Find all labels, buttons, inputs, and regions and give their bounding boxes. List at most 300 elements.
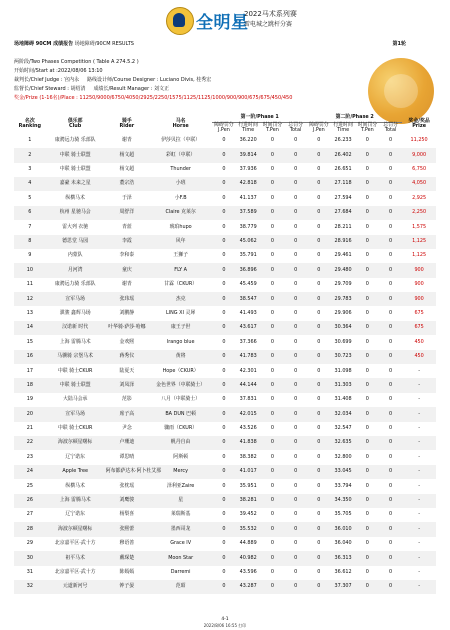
p1-tpen-cell: 0	[270, 209, 274, 216]
club-cell: 宣军马场	[65, 295, 85, 302]
p2-tpen-cell: 0	[365, 252, 369, 259]
table-row	[14, 436, 436, 450]
p2-time-cell: 29.461	[334, 252, 352, 259]
p1-time-cell: 37.366	[239, 338, 257, 345]
horse-cell: 康王子世	[170, 324, 191, 331]
p2-time-cell: 26.402	[334, 151, 352, 158]
club-cell: 马骥骑 宗堡马术	[57, 353, 94, 360]
prize-cell: 6,750	[412, 166, 427, 173]
table-row	[14, 206, 436, 220]
table-row	[14, 134, 436, 148]
p2-total-cell: 0	[389, 209, 393, 216]
prize-cell: -	[418, 497, 420, 504]
p2-jpen-cell: 0	[317, 381, 321, 388]
p2-jpen-cell: 0	[317, 238, 321, 245]
rider-cell: 尹念	[121, 425, 132, 432]
table-row	[14, 479, 436, 493]
p1-time-cell: 38.547	[239, 295, 257, 302]
p2-time-cell: 37.307	[334, 583, 352, 590]
club-cell: 雷大列 衣驰	[62, 223, 89, 230]
rider-cell: 李和泰	[119, 252, 135, 259]
phase-subheader: 总罚分 Total	[288, 122, 303, 134]
p2-tpen-cell: 0	[365, 353, 369, 360]
rank-cell: 15	[26, 338, 33, 345]
p2-total-cell: 0	[389, 194, 393, 201]
rank-cell: 31	[26, 569, 33, 575]
prize-cell: -	[418, 381, 420, 388]
p1-tpen-cell: 0	[270, 281, 274, 288]
rank-cell: 14	[26, 324, 33, 331]
p2-total-cell: 0	[389, 540, 393, 547]
table-row	[14, 393, 436, 407]
horse-cell: Hope（CKUR）	[162, 367, 199, 374]
rider-cell: 戴琛楚	[119, 554, 135, 561]
p2-time-cell: 33.794	[334, 482, 352, 489]
p1-time-cell: 35.951	[239, 482, 257, 489]
p1-jpen-cell: 0	[222, 482, 226, 489]
rider-cell: 谢青	[121, 281, 132, 288]
table-row	[14, 163, 436, 177]
p2-tpen-cell: 0	[365, 583, 369, 590]
p1-time-cell: 36.220	[239, 137, 257, 144]
p2-total-cell: 0	[389, 425, 393, 432]
p1-tpen-cell: 0	[270, 367, 274, 374]
p1-tpen-cell: 0	[270, 583, 274, 590]
results-title-en: 场地障碍/90CM RESULTS	[74, 41, 134, 47]
p1-jpen-cell: 0	[222, 353, 226, 360]
rank-cell: 23	[26, 453, 33, 460]
prize-cell: -	[418, 569, 420, 575]
p2-jpen-cell: 0	[317, 367, 321, 374]
horse-cell: 王狮子	[173, 252, 188, 259]
prize-cell: -	[418, 554, 420, 561]
rank-cell: 26	[26, 497, 33, 504]
phase-subheader: 行进时间 Time	[238, 122, 258, 134]
rider-cell: 蒋秀仪	[119, 353, 135, 360]
table-row	[14, 148, 436, 162]
page-header	[0, 0, 450, 42]
rider-cell: 杨文超	[119, 151, 135, 158]
club-cell: 中联 骑士联盟	[59, 151, 91, 158]
p2-total-cell: 0	[389, 453, 393, 460]
p1-total-cell: 0	[294, 554, 298, 561]
prize-cell: 1,575	[412, 223, 427, 230]
p1-jpen-cell: 0	[222, 511, 226, 518]
rank-cell: 13	[26, 309, 33, 316]
p1-tpen-cell: 0	[270, 324, 274, 331]
p1-jpen-cell: 0	[222, 468, 226, 475]
p2-time-cell: 32.635	[334, 439, 352, 446]
rider-cell: 阿布都萨达木·阿卜杜艾那	[105, 468, 162, 475]
p1-time-cell: 41.783	[239, 353, 257, 360]
p1-jpen-cell: 0	[222, 252, 226, 259]
p2-tpen-cell: 0	[365, 439, 369, 446]
p1-tpen-cell: 0	[270, 194, 274, 201]
p2-jpen-cell: 0	[317, 353, 321, 360]
rank-cell: 6	[28, 209, 32, 216]
table-row	[14, 321, 436, 335]
p2-tpen-cell: 0	[365, 381, 369, 388]
table-row	[14, 422, 436, 436]
p1-total-cell: 0	[294, 194, 298, 201]
p2-total-cell: 0	[389, 281, 393, 288]
table-row	[14, 551, 436, 565]
rider-cell: 叶华骑·萨莎·哈娜	[108, 324, 146, 331]
p2-time-cell: 26.651	[334, 166, 352, 173]
p2-time-cell: 30.699	[334, 338, 352, 345]
p2-jpen-cell: 0	[317, 569, 321, 575]
p1-total-cell: 0	[294, 439, 298, 446]
p2-tpen-cell: 0	[365, 194, 369, 201]
p1-total-cell: 0	[294, 525, 298, 532]
rank-cell: 2	[28, 151, 32, 158]
rank-cell: 10	[26, 266, 33, 273]
p2-jpen-cell: 0	[317, 281, 321, 288]
p1-time-cell: 41.493	[239, 309, 257, 316]
brand-name: 全明星	[196, 13, 249, 33]
p1-tpen-cell: 0	[270, 511, 274, 518]
p2-time-cell: 36.313	[334, 554, 352, 561]
rank-cell: 18	[26, 381, 33, 388]
p2-time-cell: 27.118	[334, 180, 352, 187]
table-row	[14, 350, 436, 364]
p1-total-cell: 0	[294, 137, 298, 144]
p2-jpen-cell: 0	[317, 468, 321, 475]
p1-time-cell: 38.382	[239, 453, 257, 460]
p1-time-cell: 45.459	[239, 281, 257, 288]
p2-total-cell: 0	[389, 569, 393, 575]
p2-total-cell: 0	[389, 554, 393, 561]
prize-cell: 900	[414, 266, 424, 273]
p2-tpen-cell: 0	[365, 525, 369, 532]
phase1-header: 第一阶/Phase 1	[212, 114, 307, 123]
club-cell: 辽宁诺东	[65, 511, 85, 518]
club-cell: 海波尔顿星曙标	[58, 525, 93, 532]
footer-page: 4-1	[221, 617, 229, 622]
p1-jpen-cell: 0	[222, 281, 226, 288]
horse-cell: 甘霖（CKUR）	[164, 281, 198, 288]
p1-jpen-cell: 0	[222, 554, 226, 561]
p1-tpen-cell: 0	[270, 223, 274, 230]
p1-jpen-cell: 0	[222, 309, 226, 316]
p2-total-cell: 0	[389, 252, 393, 259]
p1-total-cell: 0	[294, 151, 298, 158]
p2-time-cell: 26.233	[334, 137, 352, 144]
p1-jpen-cell: 0	[222, 396, 226, 403]
p2-total-cell: 0	[389, 238, 393, 245]
club-cell: 中联 骑士CKUR	[57, 425, 93, 432]
p2-total-cell: 0	[389, 439, 393, 446]
prize-cell: 1,125	[412, 252, 427, 259]
p2-total-cell: 0	[389, 353, 393, 360]
p2-tpen-cell: 0	[365, 497, 369, 504]
club-cell: 大陆马会承	[62, 396, 88, 403]
course-designer: 路线设计师/Course Designer : Luciano Divis, 桂秀宏	[87, 77, 212, 83]
prize-cell: -	[418, 439, 420, 446]
table-row	[14, 191, 436, 205]
phase-subheader: 障碍罚分 J.Pen	[214, 122, 234, 134]
table-row	[14, 407, 436, 421]
p1-tpen-cell: 0	[270, 554, 274, 561]
rider-cell: 童庆	[121, 266, 132, 273]
p1-time-cell: 43.287	[239, 583, 257, 590]
p2-time-cell: 30.364	[334, 324, 352, 331]
rider-cell: 卢珊迪	[119, 439, 135, 446]
p1-total-cell: 0	[294, 511, 298, 518]
p1-total-cell: 0	[294, 209, 298, 216]
p1-tpen-cell: 0	[270, 180, 274, 187]
p1-tpen-cell: 0	[270, 353, 274, 360]
round-label: 第1轮	[392, 41, 406, 47]
chief-steward: 监督长/Chief Steward : 胡绍清	[14, 86, 86, 92]
p2-tpen-cell: 0	[365, 309, 369, 316]
horse-cell: 小F.B	[174, 194, 187, 201]
table-row	[14, 378, 436, 392]
prize-cell: -	[418, 540, 420, 547]
p2-time-cell: 30.723	[334, 353, 352, 360]
rider-header: 骑手 Rider	[119, 117, 135, 129]
p2-jpen-cell: 0	[317, 525, 321, 532]
club-cell: 内蒙队	[67, 252, 83, 259]
p1-jpen-cell: 0	[222, 439, 226, 446]
p2-total-cell: 0	[389, 410, 393, 417]
horse-cell: 墨西哥龙	[170, 525, 191, 532]
p1-time-cell: 37.589	[239, 209, 257, 216]
horse-cell: LING XI 灵犀	[165, 309, 196, 316]
rank-cell: 8	[28, 238, 32, 245]
p1-tpen-cell: 0	[270, 137, 274, 144]
p1-tpen-cell: 0	[270, 482, 274, 489]
p2-total-cell: 0	[389, 511, 393, 518]
table-row	[14, 494, 436, 508]
rank-cell: 12	[26, 295, 33, 302]
prize-cell: -	[418, 453, 420, 460]
rank-cell: 16	[26, 353, 33, 360]
horse-cell: 莱瑞斯基	[170, 511, 191, 518]
rider-cell: 杨梨喜	[119, 511, 135, 518]
club-cell: 纵横马术	[65, 194, 85, 201]
p2-total-cell: 0	[389, 525, 393, 532]
club-cell: 骐骏 鑫辉马场	[59, 309, 91, 316]
horse-cell: 泽利亚Zaire	[166, 482, 195, 489]
p1-tpen-cell: 0	[270, 309, 274, 316]
p1-total-cell: 0	[294, 266, 298, 273]
p1-time-cell: 42.818	[239, 180, 257, 187]
p2-jpen-cell: 0	[317, 425, 321, 432]
p2-tpen-cell: 0	[365, 410, 369, 417]
rank-cell: 4	[28, 180, 32, 187]
p1-time-cell: 36.896	[239, 266, 257, 273]
p2-time-cell: 31.408	[334, 396, 352, 403]
p1-jpen-cell: 0	[222, 583, 226, 590]
rider-cell: 李霞	[121, 238, 132, 245]
p2-time-cell: 34.350	[334, 497, 352, 504]
horse-cell: Thunder	[170, 166, 191, 173]
rank-cell: 17	[26, 367, 33, 374]
horse-cell: 小班	[175, 180, 186, 187]
rank-header: 名次 Ranking	[18, 117, 42, 129]
table-row	[14, 263, 436, 277]
club-cell: 中联 骑士CKUR	[57, 367, 93, 374]
rider-cell: 钟子晏	[119, 583, 135, 590]
p1-total-cell: 0	[294, 569, 298, 575]
prize-cell: -	[418, 410, 420, 417]
p2-tpen-cell: 0	[365, 554, 369, 561]
table-row	[14, 364, 436, 378]
meta-block	[14, 40, 434, 103]
club-cell: 康骋远力骑 乐部队	[54, 281, 96, 288]
p1-total-cell: 0	[294, 324, 298, 331]
chief-judge: 裁判长/Chief Judge : 宫内永	[14, 77, 80, 83]
p2-time-cell: 31.303	[334, 381, 352, 388]
horse-cell: 八月（中联骑士）	[161, 396, 201, 403]
p2-time-cell: 32.800	[334, 453, 352, 460]
p1-time-cell: 40.982	[239, 554, 257, 561]
rider-cell: 谭思晴	[119, 453, 135, 460]
prize-cell: -	[418, 482, 420, 489]
p1-jpen-cell: 0	[222, 137, 226, 144]
p2-tpen-cell: 0	[365, 482, 369, 489]
rank-cell: 3	[28, 166, 32, 173]
p1-time-cell: 44.889	[239, 540, 257, 547]
p2-tpen-cell: 0	[365, 569, 369, 575]
table-row	[14, 278, 436, 292]
p1-jpen-cell: 0	[222, 180, 226, 187]
rider-cell: 陆夏天	[119, 367, 135, 374]
p2-total-cell: 0	[389, 583, 393, 590]
p2-time-cell: 28.211	[334, 223, 352, 230]
p2-tpen-cell: 0	[365, 295, 369, 302]
footer-date: 2022/8/06 16:55 打印	[203, 623, 247, 628]
horse-cell: FLY A	[174, 266, 188, 273]
p2-total-cell: 0	[389, 295, 393, 302]
horse-cell: 范昭	[175, 583, 186, 590]
p1-total-cell: 0	[294, 281, 298, 288]
p2-tpen-cell: 0	[365, 367, 369, 374]
p2-tpen-cell: 0	[365, 137, 369, 144]
horse-cell: Darremi	[170, 569, 191, 575]
rank-cell: 27	[26, 511, 33, 518]
horse-cell: Claire 克莱尔	[165, 209, 196, 216]
rider-cell: 张熙蕾	[119, 525, 135, 532]
prize-cell: 900	[414, 281, 424, 288]
table-row	[14, 537, 436, 551]
p2-jpen-cell: 0	[317, 410, 321, 417]
table-row	[14, 249, 436, 263]
event-logo-icon	[166, 7, 194, 35]
p1-jpen-cell: 0	[222, 569, 226, 575]
p1-jpen-cell: 0	[222, 194, 226, 201]
p2-total-cell: 0	[389, 367, 393, 374]
table-row	[14, 335, 436, 349]
club-cell: 中联 骑士联盟	[59, 166, 91, 173]
p2-jpen-cell: 0	[317, 554, 321, 561]
table-row	[14, 235, 436, 249]
rank-cell: 9	[28, 252, 32, 259]
brand-subtitle-1: 2022马术系列赛	[244, 10, 297, 18]
club-cell: 北京嘉平区·武十方	[54, 540, 96, 547]
club-cell: 宣军马场	[65, 410, 85, 417]
club-cell: 祖平马术	[65, 554, 85, 561]
prize-header: 奖金/奖品 Prize	[408, 117, 430, 129]
p2-time-cell: 35.705	[334, 511, 352, 518]
rank-cell: 30	[26, 554, 33, 561]
p1-total-cell: 0	[294, 238, 298, 245]
p2-jpen-cell: 0	[317, 309, 321, 316]
p1-tpen-cell: 0	[270, 396, 274, 403]
p1-total-cell: 0	[294, 482, 298, 489]
p1-jpen-cell: 0	[222, 540, 226, 547]
p2-time-cell: 29.709	[334, 281, 352, 288]
horse-cell: 阿斯顿	[173, 453, 188, 460]
rank-cell: 19	[26, 396, 33, 403]
p2-jpen-cell: 0	[317, 540, 321, 547]
rank-cell: 25	[26, 482, 33, 489]
p2-tpen-cell: 0	[365, 540, 369, 547]
p2-total-cell: 0	[389, 338, 393, 345]
p2-time-cell: 33.045	[334, 468, 352, 475]
rider-cell: 董宗浩	[119, 180, 135, 187]
prize-cell: -	[418, 525, 420, 532]
p1-total-cell: 0	[294, 583, 298, 590]
horse-cell: Mercy	[173, 468, 188, 475]
p2-jpen-cell: 0	[317, 338, 321, 345]
horse-cell: 帆丹自由	[170, 439, 191, 446]
prize-cell: -	[418, 511, 420, 518]
p1-tpen-cell: 0	[270, 425, 274, 432]
club-cell: 上海 雷腾马术	[59, 338, 91, 345]
p1-time-cell: 35.532	[239, 525, 257, 532]
p1-tpen-cell: 0	[270, 252, 274, 259]
table-row	[14, 306, 436, 320]
p2-time-cell: 28.916	[334, 238, 352, 245]
p1-time-cell: 41.137	[239, 194, 257, 201]
p2-jpen-cell: 0	[317, 583, 321, 590]
p1-jpen-cell: 0	[222, 453, 226, 460]
p1-jpen-cell: 0	[222, 410, 226, 417]
p1-jpen-cell: 0	[222, 324, 226, 331]
p1-tpen-cell: 0	[270, 151, 274, 158]
rank-cell: 11	[26, 281, 33, 288]
rank-cell: 21	[26, 425, 33, 432]
rank-cell: 29	[26, 540, 33, 547]
p2-time-cell: 32.034	[334, 410, 352, 417]
p1-total-cell: 0	[294, 425, 298, 432]
p1-jpen-cell: 0	[222, 238, 226, 245]
p2-total-cell: 0	[389, 151, 393, 158]
table-row	[14, 580, 436, 594]
p2-time-cell: 29.480	[334, 266, 352, 273]
p2-tpen-cell: 0	[365, 281, 369, 288]
p1-tpen-cell: 0	[270, 453, 274, 460]
p2-tpen-cell: 0	[365, 396, 369, 403]
club-cell: 辽宁诺东	[65, 453, 85, 460]
club-cell: 北京嘉平区·武十方	[54, 569, 96, 575]
p1-total-cell: 0	[294, 295, 298, 302]
club-cell: 汉诺新 时代	[62, 324, 89, 331]
prize-cell: -	[418, 425, 420, 432]
p1-jpen-cell: 0	[222, 367, 226, 374]
p2-total-cell: 0	[389, 309, 393, 316]
p2-total-cell: 0	[389, 396, 393, 403]
p2-total-cell: 0	[389, 324, 393, 331]
p2-jpen-cell: 0	[317, 223, 321, 230]
club-cell: Apple Tree	[62, 468, 88, 475]
rank-cell: 5	[28, 194, 32, 201]
p1-total-cell: 0	[294, 180, 298, 187]
rider-cell: 周舒洋	[119, 209, 135, 216]
p1-total-cell: 0	[294, 381, 298, 388]
